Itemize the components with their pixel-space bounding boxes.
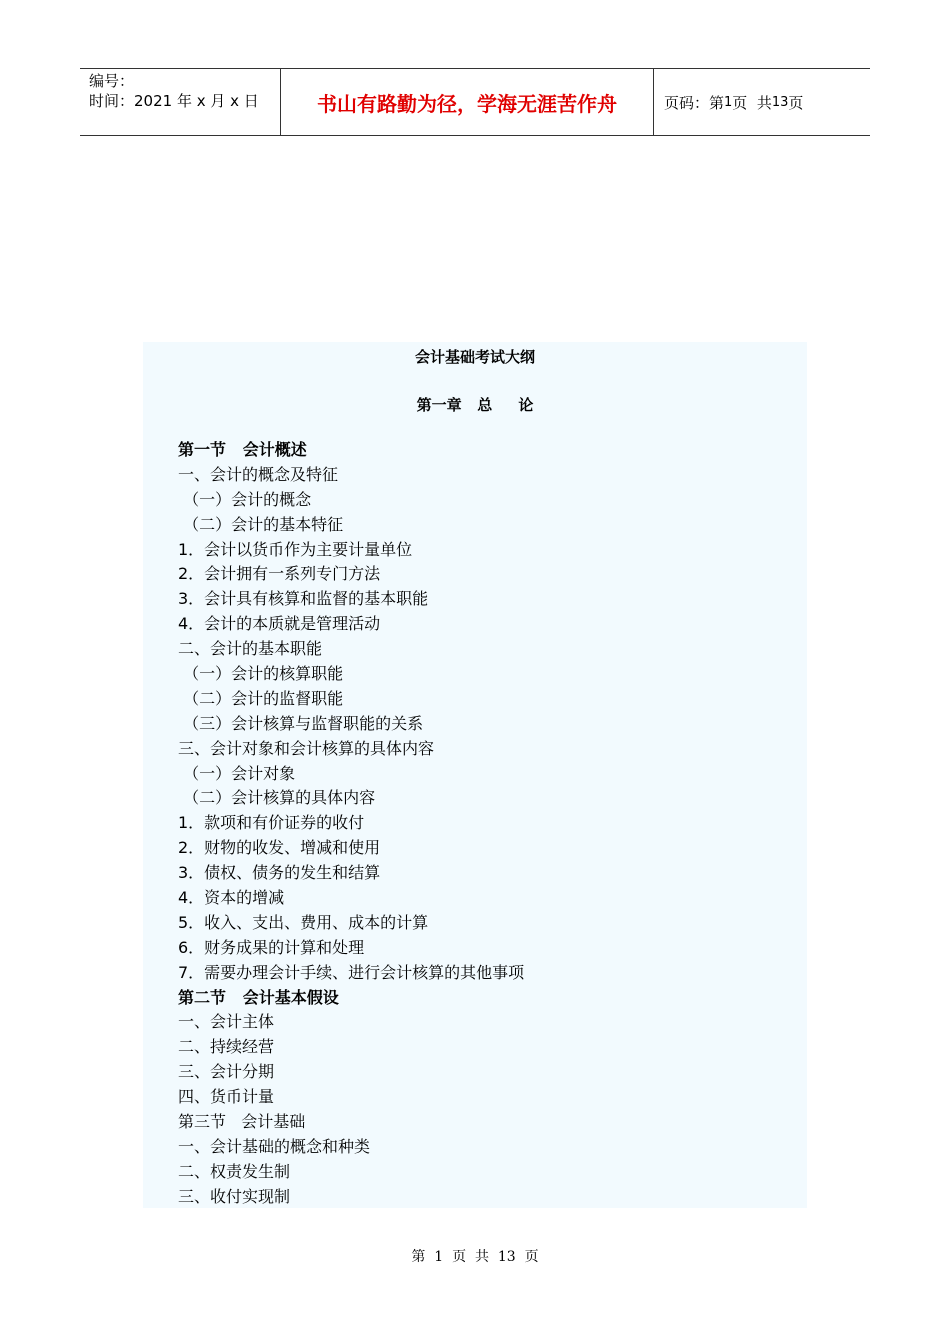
outline-item: 2．财物的收发、增减和使用 <box>178 838 381 858</box>
outline-item: （三）会计核算与监督职能的关系 <box>178 713 424 733</box>
chapter-heading: 第一章 总 论 <box>416 396 534 414</box>
page-total: 13 <box>771 94 789 110</box>
outline-item: 3．债权、债务的发生和结算 <box>178 863 381 883</box>
document-header <box>80 68 870 136</box>
outline-item: （二）会计的基本特征 <box>178 514 344 534</box>
section-heading: 第一节 会计概述 <box>178 440 307 459</box>
outline-item: 第三节 会计基础 <box>178 1112 306 1132</box>
outline-item: 三、收付实现制 <box>178 1186 291 1206</box>
outline-item: 一、会计的概念及特征 <box>178 464 339 484</box>
outline-item: 三、会计对象和会计核算的具体内容 <box>178 738 435 758</box>
outline-item: 1．会计以货币作为主要计量单位 <box>178 539 413 559</box>
motto-cell <box>281 69 654 135</box>
outline-item: 一、会计基础的概念和种类 <box>178 1136 371 1156</box>
section-heading: 第二节 会计基本假设 <box>178 987 339 1007</box>
page-footer: 第 1 页 共 13 页 <box>411 1249 539 1265</box>
outline-item: 4．会计的本质就是管理活动 <box>178 614 381 634</box>
outline-item: （二）会计的监督职能 <box>178 688 344 708</box>
outline-item: 三、会计分期 <box>178 1062 275 1082</box>
outline-item: 1．款项和有价证券的收付 <box>178 813 365 833</box>
serial-label: 编号： <box>89 72 135 90</box>
outline-item: 5．收入、支出、费用、成本的计算 <box>178 912 429 932</box>
outline-item: 一、会计主体 <box>178 1012 275 1032</box>
page-prefix: 页码：第 <box>664 93 725 112</box>
page-suffix: 页 <box>788 93 804 112</box>
outline-list <box>178 438 524 1210</box>
page-mid: 页 共 <box>732 93 772 112</box>
outline-item: （一）会计对象 <box>178 763 296 783</box>
document-title: 会计基础考试大纲 <box>414 348 535 366</box>
outline-item: 4．资本的增减 <box>178 888 285 908</box>
outline-item: （二）会计核算的具体内容 <box>178 788 376 808</box>
outline-item: 二、权责发生制 <box>178 1161 291 1181</box>
outline-item: （一）会计的核算职能 <box>178 664 344 684</box>
outline-item: 二、持续经营 <box>178 1037 275 1057</box>
outline-item: 6．财务成果的计算和处理 <box>178 937 365 957</box>
outline-item: （一）会计的概念 <box>178 489 312 509</box>
outline-item: 二、会计的基本职能 <box>178 639 323 659</box>
outline-item: 7．需要办理会计手续、进行会计核算的其他事项 <box>178 962 525 982</box>
outline-item: 2．会计拥有一系列专门方法 <box>178 564 381 584</box>
page-number-cell <box>654 69 870 135</box>
motto-text: 书山有路勤为径，学海无涯苦作舟 <box>317 91 617 116</box>
page-current: 1 <box>724 94 733 110</box>
header-meta-cell <box>80 69 281 135</box>
time-label: 时间：2021 年 x 月 x 日 <box>89 92 259 110</box>
outline-item: 四、货币计量 <box>178 1087 275 1107</box>
outline-item: 3．会计具有核算和监督的基本职能 <box>178 589 429 609</box>
document-body <box>143 342 807 1208</box>
